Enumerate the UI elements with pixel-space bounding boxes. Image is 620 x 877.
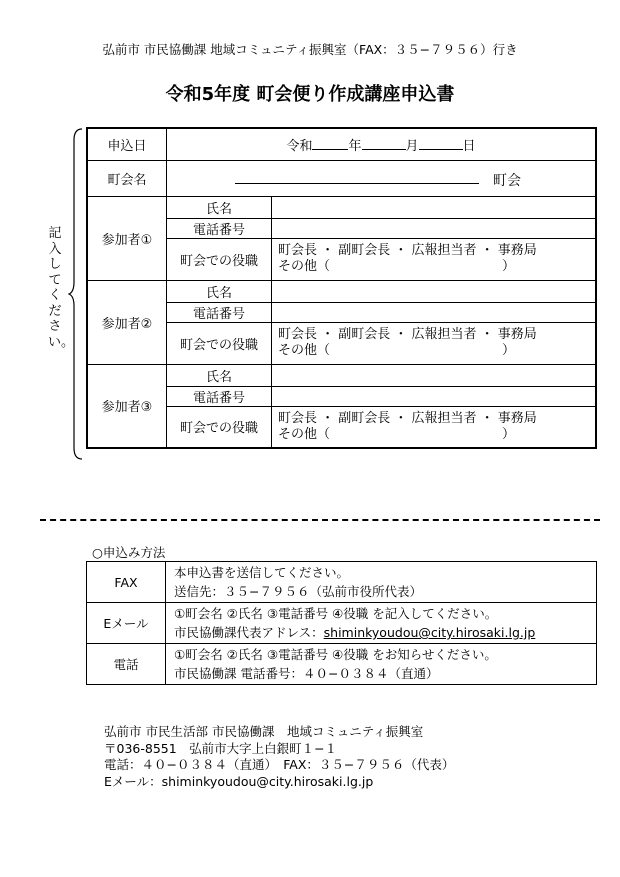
p2-name-label: 氏名 [167, 280, 272, 302]
p1-name-field[interactable] [272, 196, 597, 218]
town-label: 町会名 [87, 160, 167, 196]
p1-phone-field[interactable] [272, 218, 597, 238]
p2-role-label: 町会での役職 [167, 322, 272, 364]
cut-line [40, 519, 600, 521]
email-link[interactable]: shiminkyoudou@city.hirosaki.lg.jp [323, 625, 536, 640]
participant-1-label: 参加者① [87, 196, 167, 280]
method-table [86, 561, 597, 685]
method-email-label: Eメール [87, 603, 166, 644]
p2-phone-label: 電話番号 [167, 302, 272, 322]
p3-role-label: 町会での役職 [167, 406, 272, 448]
p1-role-field[interactable]: 町会長 ・ 副町会長 ・ 広報担当者 ・ 事務局 その他（ ） [272, 238, 597, 280]
method-phone-text: ①町会名 ②氏名 ③電話番号 ④役職 をお知らせください。 市民協働課 電話番号：４０−０３８４（直通） [166, 644, 597, 685]
p3-name-field[interactable] [272, 364, 597, 386]
town-field[interactable]: 町会 [167, 160, 597, 196]
method-fax-text: 本申込書を送信してください。 送信先：３５−７９５６（弘前市役所代表） [166, 562, 597, 603]
p3-phone-label: 電話番号 [167, 386, 272, 406]
p3-name-label: 氏名 [167, 364, 272, 386]
left-brace [68, 128, 84, 460]
p2-role-field[interactable]: 町会長 ・ 副町会長 ・ 広報担当者 ・ 事務局 その他（ ） [272, 322, 597, 364]
page-title: 令和5年度 町会便り作成講座申込書 [165, 84, 455, 105]
p3-phone-field[interactable] [272, 386, 597, 406]
p2-name-field[interactable] [272, 280, 597, 302]
method-fax-label: FAX [87, 562, 166, 603]
p1-name-label: 氏名 [167, 196, 272, 218]
p2-phone-field[interactable] [272, 302, 597, 322]
participant-2-label: 参加者② [87, 280, 167, 364]
method-phone-label: 電話 [87, 644, 166, 685]
method-heading: ○申込み方法 [92, 545, 166, 560]
application-form [86, 127, 597, 449]
p1-phone-label: 電話番号 [167, 218, 272, 238]
apply-date-label: 申込日 [87, 128, 167, 160]
fill-in-instruction: 記入してください。 [48, 226, 75, 350]
p1-role-label: 町会での役職 [167, 238, 272, 280]
apply-date-field[interactable]: 令和 年 月 日 [167, 128, 597, 160]
recipient-address: 弘前市 市民協働課 地域コミュニティ振興室（FAX：３５−７９５６）行き [102, 42, 518, 57]
method-email-text: ①町会名 ②氏名 ③電話番号 ④役職 を記入してください。 市民協働課代表アドレス：shiminkyoudou@city.hirosaki.lg.jp [166, 603, 597, 644]
participant-3-label: 参加者③ [87, 364, 167, 448]
contact-footer: 弘前市 市民生活部 市民協働課 地域コミュニティ振興室 〒036-8551 弘前市大字上白銀町１−１ 電話：４０−０３８４（直通） FAX：３５−７９５６（代表） Eメール：shiminkyoudou@city.hirosaki.lg.jp [104, 724, 455, 789]
p3-role-field[interactable]: 町会長 ・ 副町会長 ・ 広報担当者 ・ 事務局 その他（ ） [272, 406, 597, 448]
